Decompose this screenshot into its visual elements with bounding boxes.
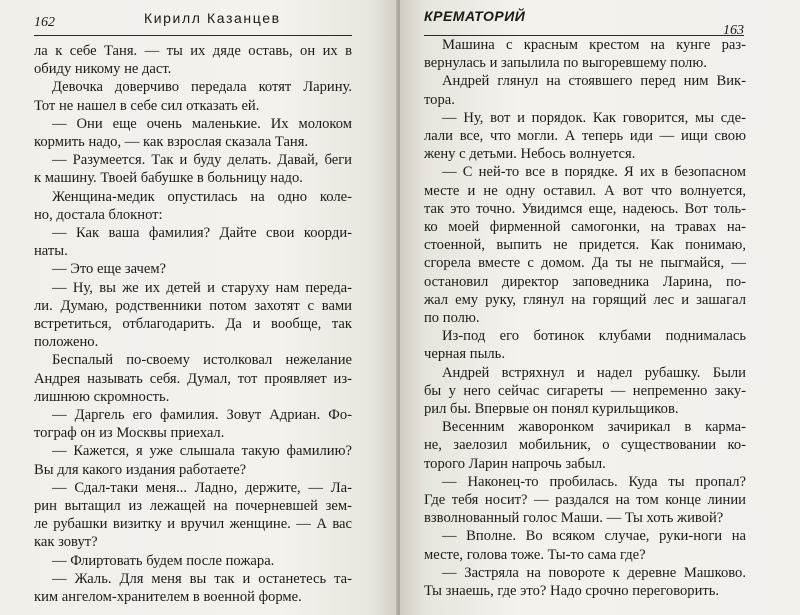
right-running-header: КРЕМАТОРИЙ — [424, 8, 526, 24]
text-line: Женщина-медик опустилась на одно коле- — [52, 188, 352, 205]
text-line: — Наконец-то пробилась. Куда ты пропал? — [442, 473, 746, 490]
text-line: Девочка доверчиво передала котят Ларину. — [52, 79, 352, 96]
text-line: Андрей встряхнул и надел рубашку. Были — [442, 364, 746, 381]
text-line: Беспалый по-своему истолковал нежелание — [52, 352, 352, 369]
text-line: остановил директор заповедника Ларина, по- — [424, 273, 746, 290]
text-line: ле рубашки визитку и вручил женщине. — А вас — [34, 516, 352, 533]
text-line: — Они еще очень маленькие. Их молоком — [52, 115, 352, 132]
text-line: положено. — [34, 334, 99, 351]
text-line: Андрей глянул на стоявшего перед ним Вик- — [442, 73, 746, 90]
text-line: по полю. — [424, 310, 480, 327]
text-line: — Это еще зачем? — [52, 261, 167, 278]
text-line: Машина с красным крестом на кунге раз- — [442, 37, 746, 53]
text-line: к машину. Твоей бабушке в больницу надо. — [34, 170, 303, 187]
text-line: — Застряла на повороте к деревне Машково. — [442, 564, 746, 581]
text-line: — Как ваша фамилия? Дайте свои коорди- — [52, 225, 352, 242]
text-line: — С ней-то все в порядке. Я их в безопасном — [442, 164, 746, 181]
text-line: — Ну, вот и порядок. Как говорится, мы сде- — [442, 109, 746, 126]
text-line: месте и не одну оставил. А вот что волнуется, — [424, 182, 746, 199]
text-line: торого Ларин напрочь забыл. — [424, 455, 606, 472]
text-line: лишнюю скромность. — [34, 388, 170, 405]
left-page-header — [34, 8, 352, 36]
text-line: Где тебя носит? — раздался на том конце линии — [424, 492, 746, 509]
text-line: рил бы. Впервые он понял курильщиков. — [424, 401, 679, 418]
text-line: — Сдал-таки меня... Ладно, держите, — Ла- — [52, 479, 352, 496]
text-line: встретиться, отблагодарить. Да и вообще, так — [34, 316, 352, 333]
text-line: Тот не нашел в себе сил отказать ей. — [34, 97, 260, 114]
right-page-header — [424, 8, 744, 36]
text-line: — Ну, вы же их детей и старуху нам переда- — [52, 279, 352, 296]
text-line: жену с детьми. Небось волнуется. — [424, 146, 636, 163]
text-line: — Флиртовать будем после пожара. — [52, 552, 275, 569]
text-line: тограф он из Москвы приехал. — [34, 425, 225, 442]
text-line: наты. — [34, 243, 68, 260]
text-line: жал ему руку, глянул на горящий лес и зашагал — [424, 291, 746, 308]
text-line: — Кажется, я уже слышала такую фамилию? — [52, 443, 352, 460]
text-line: кормить надо, — как взрослая сказала Таня. — [34, 134, 309, 151]
text-line: Весенним жаворонком зачирикал в карма- — [442, 419, 746, 436]
text-line: но, достала блокнот: — [34, 206, 163, 223]
text-line: взволнованный голос Маши. — Ты хоть живой? — [424, 510, 724, 527]
text-line: обиду никому не даст. — [34, 61, 172, 78]
text-line: Вы для какого издания работаете? — [34, 461, 247, 478]
text-line: — Вполне. Во всяком случае, руки-ноги на — [442, 528, 746, 545]
text-line: ла к себе Таня. — ты их дяде оставь, он их в — [34, 43, 352, 59]
text-line: тора. — [424, 91, 455, 108]
right-page-number: 163 — [723, 23, 744, 38]
left-header-rule — [34, 35, 352, 36]
left-page-number: 162 — [34, 15, 55, 30]
left-page — [0, 0, 398, 615]
left-page-text — [34, 42, 352, 606]
left-running-header: Кирилл Казанцев — [144, 10, 281, 26]
text-line: — Жаль. Для меня вы так и останетесь та- — [52, 570, 352, 587]
text-line: вернулась и запылила по выгоревшему полю. — [424, 55, 707, 72]
text-line: как зовут? — [34, 534, 98, 551]
text-line: так это точно. Увидимся еще, надеюсь. Вот толь- — [424, 200, 746, 217]
text-line: ли. Думаю, родственники потом захотят с вами — [34, 297, 352, 314]
text-line: рин вытащил из лежащей на почерневшей зем- — [34, 498, 352, 515]
text-line: Андрея называть себя. Думал, тот проявляет из- — [34, 370, 352, 387]
text-line: сгорела вместе с домом. Да ты не пыгмайся, — — [424, 255, 746, 272]
text-line: Из-под его ботинок клубами поднималась — [442, 328, 746, 345]
text-line: бы у него сейчас сигареты — непременно заку- — [424, 382, 746, 399]
text-line: ким ангелом-хранителем в военной форме. — [34, 589, 302, 606]
text-line: стоенной, выпить не придется. Как понимаю, — [424, 237, 746, 254]
text-line: — Разумеется. Так и буду делать. Давай, беги — [52, 152, 352, 169]
text-line: ко моей фирменной самогонки, на травах на- — [424, 219, 746, 236]
text-line: черная пыль. — [424, 346, 505, 363]
text-line: месте, голова тоже. Ты-то сама где? — [424, 546, 646, 563]
right-page-text — [424, 36, 746, 600]
text-line: лали все, что могли. А теперь иди — ищи свою — [424, 128, 746, 145]
text-line: Ты знаешь, где это? Надо срочно переговорить. — [424, 583, 720, 600]
right-page — [400, 0, 800, 615]
text-line: — Даргель его фамилия. Зовут Адриан. Фо- — [52, 407, 352, 424]
text-line: не, заелозил мобильник, о существовании ко- — [424, 437, 746, 454]
